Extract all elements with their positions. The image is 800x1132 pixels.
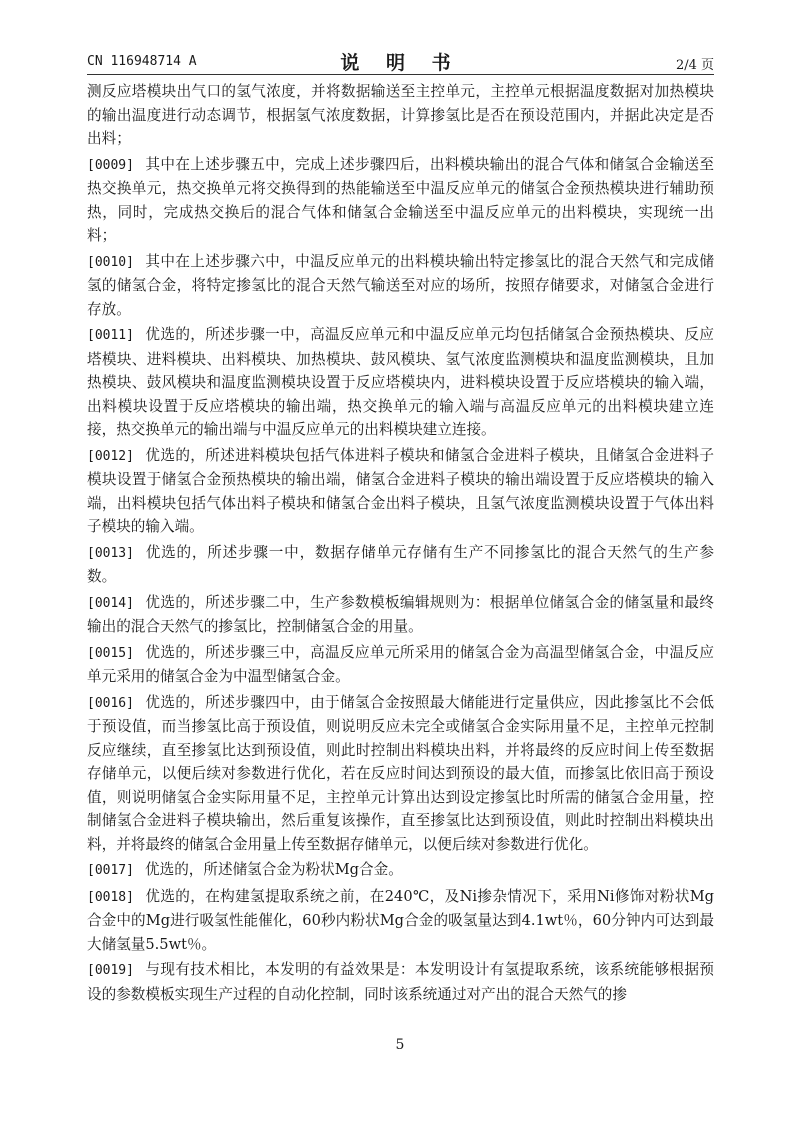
paragraph-number: [0013] (87, 545, 134, 561)
paragraph-number: [0009] (87, 157, 134, 173)
paragraph (87, 691, 714, 857)
paragraph (87, 323, 714, 442)
paragraph (87, 444, 714, 539)
paragraph (87, 591, 714, 639)
paragraph-text: 优选的，所述储氢合金为粉状Mg合金。 (145, 861, 403, 878)
page-number: 5 (395, 1037, 405, 1053)
paragraph (87, 153, 714, 248)
paragraph-text: 优选的，在构建氢提取系统之前，在240℃，及Ni掺杂情况下，采用Ni修饰对粉状Mg合金中的Mg进行吸氢性能催化，60秒内粉状Mg合金的吸氢量达到4.1wt％，60分钟内可达到最大储氢量5.5wt％。 (87, 887, 714, 953)
paragraph (87, 958, 714, 1006)
paragraph-text: 与现有技术相比，本发明的有益效果是：本发明设计有氢提取系统，该系统能够根据预设的参数模板实现生产过程的自动化控制，同时该系统通过对产出的混合天然气的掺 (87, 961, 714, 1003)
paragraph (87, 250, 714, 322)
paragraph-number: [0018] (87, 889, 134, 905)
paragraph-text: 其中在上述步骤六中，中温反应单元的出料模块输出特定掺氢比的混合天然气和完成储氢的储氢合金，将特定掺氢比的混合天然气输送至对应的场所，按照存储要求，对储氢合金进行存放。 (87, 252, 714, 318)
paragraph-text: 其中在上述步骤五中，完成上述步骤四后，出料模块输出的混合气体和储氢合金输送至热交换单元，热交换单元将交换得到的热能输送至中温反应单元的储氢合金预热模块进行辅助预热，同时，完成热交换后的混合气体和储氢合金输送至中温反应单元的出料模块，实现统一出料； (87, 155, 714, 244)
paragraph-text: 优选的，所述步骤三中，高温反应单元所采用的储氢合金为高温型储氢合金，中温反应单元采用的储氢合金为中温型储氢合金。 (87, 643, 714, 685)
paragraph-text: 优选的，所述进料模块包括气体进料子模块和储氢合金进料子模块，且储氢合金进料子模块设置于储氢合金预热模块的输出端，储氢合金进料子模块的输出端设置于反应塔模块的输入端，出料模块包括气体出料子模块和储氢合金出料子模块，且氢气浓度监测模块设置于气体出料子模块的输入端。 (87, 446, 714, 535)
paragraph-number: [0014] (87, 595, 134, 611)
paragraph-text: 优选的，所述步骤一中，高温反应单元和中温反应单元均包括储氢合金预热模块、反应塔模块、进料模块、出料模块、加热模块、鼓风模块、氢气浓度监测模块和温度监测模块，且加热模块、鼓风模块和温度监测模块设置于反应塔模块内，进料模块设置于反应塔模块的输入端，出料模块设置于反应塔模块的输出端，热交换单元的输入端与高温反应单元的出料模块建立连接，热交换单元的输出端与中温反应单元的出料模块建立连接。 (87, 326, 714, 438)
paragraph-number: [0016] (87, 695, 134, 711)
paragraph-number: [0015] (87, 645, 134, 661)
paragraph-text: 优选的，所述步骤一中，数据存储单元存储有生产不同掺氢比的混合天然气的生产参数。 (87, 543, 714, 585)
paragraph (87, 885, 714, 957)
paragraph-number: [0017] (87, 863, 134, 878)
page-indicator: 2/4 页 (675, 58, 714, 73)
document-title: 说 明 书 (340, 52, 461, 74)
page-header (87, 48, 714, 72)
paragraph (87, 858, 714, 883)
paragraph-number: [0019] (87, 963, 134, 978)
publication-number: CN 116948714 A (87, 54, 197, 69)
document-body (87, 80, 714, 1008)
paragraph (87, 541, 714, 589)
paragraph-text: 优选的，所述步骤四中，由于储氢合金按照最大储能进行定量供应，因此掺氢比不会低于预设值，而当掺氢比高于预设值，则说明反应未完全或储氢合金实际用量不足，主控单元控制反应继续，直至掺氢比达到预设值，则此时控制出料模块出料，并将最终的反应时间上传至数据存储单元，以便后续对参数进行优化，若在反应时间达到预设的最大值，而掺氢比依旧高于预设值，则说明储氢合金实际用量不足，主控单元计算出达到设定掺氢比时所需的储氢合金用量，控制储氢合金进料子模块输出，然后重复该操作，直至掺氢比达到预设值，则此时控制出料模块出料，并将最终的储氢合金用量上传至数据存储单元，以便后续对参数进行优化。 (87, 693, 714, 853)
paragraph-number: [0012] (87, 448, 134, 464)
paragraph (87, 641, 714, 689)
paragraph-continued: 测反应塔模块出气口的氢气浓度，并将数据输送至主控单元，主控单元根据温度数据对加热模块的输出温度进行动态调节，根据氢气浓度数据，计算掺氢比是否在预设范围内，并据此决定是否出料； (87, 83, 714, 147)
header-divider (87, 74, 714, 75)
paragraph-text: 优选的，所述步骤二中，生产参数模板编辑规则为：根据单位储氢合金的储氢量和最终输出的混合天然气的掺氢比，控制储氢合金的用量。 (87, 593, 714, 635)
paragraph-number: [0011] (87, 328, 134, 343)
paragraph-number: [0010] (87, 254, 134, 270)
